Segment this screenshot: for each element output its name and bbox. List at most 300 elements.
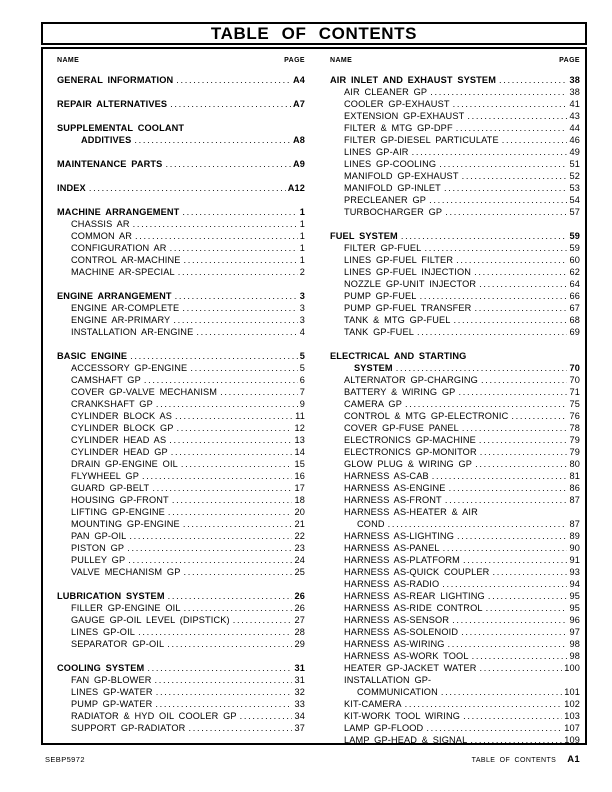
toc-entry-label: PUMP GP-FUEL bbox=[344, 291, 417, 301]
dot-leader bbox=[461, 170, 568, 182]
toc-entry bbox=[330, 530, 580, 542]
toc-entry-label: GAUGE GP-OIL LEVEL (DIPSTICK) bbox=[71, 615, 230, 625]
toc-entry bbox=[57, 458, 305, 470]
dot-leader bbox=[155, 398, 298, 410]
dot-leader bbox=[167, 590, 293, 602]
toc-entry bbox=[57, 122, 305, 134]
toc-entry-label: NOZZLE GP-UNIT INJECTOR bbox=[344, 279, 477, 289]
toc-entry-label: GLOW PLUG & WIRING GP bbox=[344, 459, 473, 469]
toc-entry-label: EXTENSION GP-EXHAUST bbox=[344, 111, 465, 121]
toc-entry-continuation bbox=[57, 134, 305, 146]
toc-entry bbox=[57, 602, 305, 614]
toc-entry-label: HARNESS AS-HEATER & AIR bbox=[344, 507, 478, 517]
dot-leader bbox=[429, 86, 567, 98]
toc-entry-page: 87 bbox=[569, 495, 580, 505]
dot-leader bbox=[461, 422, 568, 434]
toc-entry-label: CAMERA GP bbox=[344, 399, 402, 409]
toc-entry-label: BASIC ENGINE bbox=[57, 351, 128, 361]
toc-entry-page: 87 bbox=[569, 519, 580, 529]
toc-entry-label: COMMON AR bbox=[71, 231, 133, 241]
toc-entry-label: FILTER GP-DIESEL PARTICULATE bbox=[344, 135, 499, 145]
toc-entry bbox=[57, 290, 305, 302]
toc-entry-page: 25 bbox=[294, 567, 305, 577]
dot-leader bbox=[510, 410, 567, 422]
toc-entry bbox=[57, 494, 305, 506]
dot-leader bbox=[404, 698, 563, 710]
dot-leader bbox=[501, 134, 568, 146]
toc-entry-page: 75 bbox=[569, 399, 580, 409]
toc-entry-page: 59 bbox=[569, 231, 580, 241]
toc-entry-page: 81 bbox=[569, 471, 580, 481]
dot-leader bbox=[404, 398, 567, 410]
toc-group bbox=[57, 182, 305, 194]
toc-entry-page: 86 bbox=[569, 483, 580, 493]
toc-entry bbox=[330, 266, 580, 278]
toc-entry-page: 5 bbox=[299, 363, 305, 373]
toc-entry bbox=[330, 350, 580, 362]
dot-leader bbox=[176, 422, 293, 434]
toc-entry bbox=[330, 650, 580, 662]
toc-entry-label: CHASSIS AR bbox=[71, 219, 130, 229]
dot-leader bbox=[155, 686, 293, 698]
dot-leader bbox=[129, 350, 298, 362]
toc-entry-page: 1 bbox=[299, 231, 305, 241]
dot-leader bbox=[395, 362, 568, 374]
toc-entry-label: MACHINE AR-SPECIAL bbox=[71, 267, 175, 277]
toc-entry bbox=[330, 278, 580, 290]
toc-entry-label: HARNESS AS-ENGINE bbox=[344, 483, 446, 493]
toc-entry-page: 70 bbox=[569, 375, 580, 385]
toc-entry bbox=[330, 326, 580, 338]
toc-group bbox=[57, 590, 305, 650]
toc-entry-label: TANK GP-FUEL bbox=[344, 327, 414, 337]
toc-entry-label: HARNESS AS-RADIO bbox=[344, 579, 440, 589]
toc-entry-label: LINES GP-AIR bbox=[344, 147, 409, 157]
footer-section-label: TABLE OF CONTENTS bbox=[471, 757, 557, 764]
toc-entry-page: 60 bbox=[569, 255, 580, 265]
toc-entry-page: 20 bbox=[294, 507, 305, 517]
toc-entry bbox=[330, 626, 580, 638]
toc-entry bbox=[330, 98, 580, 110]
toc-entry bbox=[330, 242, 580, 254]
toc-entry bbox=[330, 434, 580, 446]
toc-entry-page: 4 bbox=[299, 327, 305, 337]
toc-entry-label: HARNESS AS-RIDE CONTROL bbox=[344, 603, 483, 613]
toc-group bbox=[57, 122, 305, 146]
toc-entry-page: 52 bbox=[569, 171, 580, 181]
toc-entry bbox=[57, 314, 305, 326]
dot-leader bbox=[387, 518, 568, 530]
toc-entry-page: 41 bbox=[569, 99, 580, 109]
toc-entry bbox=[330, 230, 580, 242]
toc-entry-label: HEATER GP-JACKET WATER bbox=[344, 663, 477, 673]
dot-leader bbox=[146, 662, 292, 674]
toc-entry-page: 62 bbox=[569, 267, 580, 277]
toc-entry bbox=[57, 566, 305, 578]
toc-entry-page: 37 bbox=[294, 723, 305, 733]
document-number: SEBP5972 bbox=[45, 755, 85, 764]
toc-entry bbox=[57, 722, 305, 734]
toc-entry bbox=[330, 122, 580, 134]
toc-entry bbox=[57, 302, 305, 314]
toc-entry-page: 109 bbox=[564, 735, 580, 745]
column-header-name: NAME bbox=[330, 57, 353, 64]
dot-leader bbox=[462, 710, 562, 722]
toc-entry bbox=[57, 530, 305, 542]
toc-entry-page: A12 bbox=[287, 183, 305, 193]
toc-entry-page: 103 bbox=[564, 711, 580, 721]
toc-entry-label: LAMP GP-HEAD & SIGNAL bbox=[344, 735, 468, 745]
toc-entry-label: ADDITIVES bbox=[81, 135, 132, 145]
toc-entry-label: ALTERNATOR GP-CHARGING bbox=[344, 375, 478, 385]
toc-entry bbox=[57, 398, 305, 410]
toc-entry-label: RADIATOR & HYD OIL COOLER GP bbox=[71, 711, 237, 721]
toc-entry-label: LINES GP-OIL bbox=[71, 627, 136, 637]
dot-leader bbox=[453, 314, 568, 326]
toc-entry-label: TANK & MTG GP-FUEL bbox=[344, 315, 451, 325]
toc-entry-page: 79 bbox=[569, 435, 580, 445]
footer-right bbox=[472, 754, 580, 765]
toc-entry-page: 100 bbox=[564, 663, 580, 673]
dot-leader bbox=[132, 218, 298, 230]
toc-entry bbox=[330, 398, 580, 410]
dot-leader bbox=[444, 206, 567, 218]
toc-entry bbox=[57, 422, 305, 434]
dot-leader bbox=[127, 554, 292, 566]
toc-entry bbox=[330, 542, 580, 554]
toc-entry bbox=[57, 182, 305, 194]
toc-entry-label: HOUSING GP-FRONT bbox=[71, 495, 169, 505]
dot-leader bbox=[441, 578, 567, 590]
toc-entry-label: KIT-CAMERA bbox=[344, 699, 402, 709]
dot-leader bbox=[438, 158, 567, 170]
dot-leader bbox=[183, 602, 293, 614]
dot-leader bbox=[181, 302, 297, 314]
toc-entry-page: 38 bbox=[569, 75, 580, 85]
dot-leader bbox=[491, 566, 567, 578]
toc-entry-page: 31 bbox=[294, 663, 305, 673]
toc-group bbox=[57, 350, 305, 578]
toc-entry-page: 3 bbox=[299, 315, 305, 325]
toc-entry-page: 91 bbox=[569, 555, 580, 565]
toc-entry-page: 70 bbox=[569, 363, 580, 373]
toc-entry bbox=[330, 734, 580, 745]
dot-leader bbox=[431, 470, 568, 482]
toc-entry-page: 79 bbox=[569, 447, 580, 457]
toc-entry bbox=[330, 698, 580, 710]
toc-entry bbox=[57, 506, 305, 518]
toc-entry bbox=[330, 374, 580, 386]
toc-entry-label: LINES GP-COOLING bbox=[344, 159, 437, 169]
dot-leader bbox=[134, 230, 298, 242]
dot-leader bbox=[170, 446, 293, 458]
dot-leader bbox=[423, 242, 567, 254]
toc-entry-label: HARNESS AS-CAB bbox=[344, 471, 429, 481]
dot-leader bbox=[498, 74, 567, 86]
toc-entry bbox=[330, 638, 580, 650]
toc-entry bbox=[330, 254, 580, 266]
dot-leader bbox=[169, 242, 298, 254]
toc-entry-label: SEPARATOR GP-OIL bbox=[71, 639, 165, 649]
dot-leader bbox=[183, 254, 298, 266]
toc-entry-page: 27 bbox=[294, 615, 305, 625]
toc-entry bbox=[330, 290, 580, 302]
toc-entry bbox=[57, 386, 305, 398]
dot-leader bbox=[411, 146, 568, 158]
toc-entry bbox=[57, 98, 305, 110]
toc-entry-label: TURBOCHARGER GP bbox=[344, 207, 443, 217]
toc-entry-label: AIR INLET AND EXHAUST SYSTEM bbox=[330, 75, 497, 85]
toc-entry-page: 68 bbox=[569, 315, 580, 325]
toc-entry-label: COOLING SYSTEM bbox=[57, 663, 145, 673]
toc-entry-label: COOLER GP-EXHAUST bbox=[344, 99, 450, 109]
toc-entry bbox=[330, 554, 580, 566]
toc-entry-page: 101 bbox=[564, 687, 580, 697]
toc-columns bbox=[57, 56, 580, 745]
toc-entry-page: 34 bbox=[294, 711, 305, 721]
toc-entry-page: 16 bbox=[294, 471, 305, 481]
toc-entry-page: 80 bbox=[569, 459, 580, 469]
toc-group bbox=[330, 74, 580, 218]
toc-entry-label: ENGINE AR-PRIMARY bbox=[71, 315, 171, 325]
toc-entry-label: CYLINDER BLOCK AS bbox=[71, 411, 173, 421]
dot-leader bbox=[182, 518, 293, 530]
toc-entry bbox=[330, 446, 580, 458]
toc-entry bbox=[57, 482, 305, 494]
toc-entry bbox=[57, 590, 305, 602]
toc-entry-page: 96 bbox=[569, 615, 580, 625]
toc-entry-page: 49 bbox=[569, 147, 580, 157]
toc-entry bbox=[330, 410, 580, 422]
toc-entry-page: 33 bbox=[294, 699, 305, 709]
dot-leader bbox=[174, 290, 298, 302]
dot-leader bbox=[137, 626, 292, 638]
toc-list-right bbox=[330, 74, 580, 745]
toc-entry-page: 21 bbox=[294, 519, 305, 529]
toc-group bbox=[57, 290, 305, 338]
toc-entry bbox=[330, 182, 580, 194]
toc-entry bbox=[57, 374, 305, 386]
toc-entry bbox=[57, 674, 305, 686]
toc-entry bbox=[330, 590, 580, 602]
dot-leader bbox=[479, 446, 568, 458]
toc-group bbox=[57, 206, 305, 278]
dot-leader bbox=[469, 734, 562, 745]
dot-leader bbox=[126, 542, 292, 554]
toc-entry-label: ACCESSORY GP-ENGINE bbox=[71, 363, 188, 373]
toc-entry-label: ELECTRICAL AND STARTING bbox=[330, 351, 467, 361]
toc-column-right bbox=[330, 56, 580, 745]
toc-entry-page: 102 bbox=[564, 699, 580, 709]
toc-entry bbox=[330, 482, 580, 494]
toc-entry-label: MANIFOLD GP-EXHAUST bbox=[344, 171, 459, 181]
toc-entry bbox=[57, 350, 305, 362]
dot-leader bbox=[167, 506, 293, 518]
toc-entry-label: MACHINE ARRANGEMENT bbox=[57, 207, 180, 217]
column-header-name: NAME bbox=[57, 57, 80, 64]
toc-entry-page: A8 bbox=[292, 135, 305, 145]
toc-entry-page: 69 bbox=[569, 327, 580, 337]
dot-leader bbox=[456, 530, 567, 542]
toc-entry-label: CYLINDER HEAD GP bbox=[71, 447, 168, 457]
toc-entry-label: SUPPLEMENTAL COOLANT bbox=[57, 123, 185, 133]
dot-leader bbox=[455, 254, 567, 266]
toc-group bbox=[57, 74, 305, 86]
toc-entry-page: 43 bbox=[569, 111, 580, 121]
toc-entry-page: 15 bbox=[294, 459, 305, 469]
toc-entry-label: GUARD GP-BELT bbox=[71, 483, 150, 493]
dot-leader bbox=[174, 410, 293, 422]
dot-leader bbox=[171, 494, 293, 506]
toc-entry-page: 3 bbox=[299, 303, 305, 313]
toc-entry bbox=[57, 662, 305, 674]
dot-leader bbox=[443, 182, 568, 194]
toc-entry-label: FLYWHEEL GP bbox=[71, 471, 139, 481]
toc-entry-label: LINES GP-FUEL FILTER bbox=[344, 255, 454, 265]
toc-entry bbox=[57, 158, 305, 170]
toc-entry-page: 66 bbox=[569, 291, 580, 301]
dot-leader bbox=[169, 98, 291, 110]
dot-leader bbox=[444, 494, 568, 506]
toc-entry-page: 1 bbox=[299, 207, 305, 217]
toc-entry-label: LAMP GP-FLOOD bbox=[344, 723, 424, 733]
toc-entry bbox=[57, 254, 305, 266]
toc-entry-page: 14 bbox=[294, 447, 305, 457]
dot-leader bbox=[168, 434, 292, 446]
toc-entry bbox=[330, 146, 580, 158]
toc-entry-label: LINES GP-WATER bbox=[71, 687, 153, 697]
dot-leader bbox=[460, 626, 567, 638]
toc-entry bbox=[330, 158, 580, 170]
dot-leader bbox=[487, 590, 568, 602]
dot-leader bbox=[448, 482, 568, 494]
column-header-right bbox=[330, 57, 580, 64]
toc-entry bbox=[330, 74, 580, 86]
dot-leader bbox=[452, 98, 568, 110]
toc-entry-page: A4 bbox=[292, 75, 305, 85]
dot-leader bbox=[462, 554, 568, 566]
toc-entry-label: CONTROL AR-MACHINE bbox=[71, 255, 181, 265]
toc-content-box bbox=[41, 47, 587, 745]
toc-entry-continuation bbox=[330, 518, 580, 530]
toc-entry-label: HARNESS AS-LIGHTING bbox=[344, 531, 455, 541]
toc-entry bbox=[330, 386, 580, 398]
toc-entry-label: PISTON GP bbox=[71, 543, 125, 553]
toc-entry bbox=[57, 326, 305, 338]
toc-entry bbox=[57, 446, 305, 458]
dot-leader bbox=[154, 674, 293, 686]
dot-leader bbox=[400, 230, 568, 242]
footer-page-number: A1 bbox=[567, 754, 580, 765]
dot-leader bbox=[474, 458, 567, 470]
toc-entry-label: AIR CLEANER GP bbox=[344, 87, 428, 97]
dot-leader bbox=[88, 182, 286, 194]
toc-entry-page: 32 bbox=[294, 687, 305, 697]
toc-entry-label: DRAIN GP-ENGINE OIL bbox=[71, 459, 178, 469]
toc-group bbox=[330, 350, 580, 745]
dot-leader bbox=[143, 374, 298, 386]
toc-entry bbox=[330, 314, 580, 326]
toc-entry-page: 44 bbox=[569, 123, 580, 133]
dot-leader bbox=[442, 542, 568, 554]
dot-leader bbox=[428, 194, 567, 206]
toc-entry-label: CAMSHAFT GP bbox=[71, 375, 141, 385]
toc-entry-label: FAN GP-BLOWER bbox=[71, 675, 152, 685]
toc-entry bbox=[57, 614, 305, 626]
toc-entry bbox=[57, 554, 305, 566]
toc-entry-label: HARNESS AS-SENSOR bbox=[344, 615, 450, 625]
dot-leader bbox=[128, 530, 292, 542]
toc-entry bbox=[330, 578, 580, 590]
dot-leader bbox=[478, 434, 568, 446]
toc-entry-label: HARNESS AS-WIRING bbox=[344, 639, 445, 649]
toc-entry-page: 97 bbox=[569, 627, 580, 637]
toc-entry-label: MANIFOLD GP-INLET bbox=[344, 183, 441, 193]
toc-entry-label: COMMUNICATION bbox=[357, 687, 438, 697]
dot-leader bbox=[177, 266, 298, 278]
dot-leader bbox=[473, 266, 567, 278]
toc-entry-page: 59 bbox=[569, 243, 580, 253]
toc-entry-page: 26 bbox=[294, 591, 305, 601]
toc-entry-label: FILLER GP-ENGINE OIL bbox=[71, 603, 181, 613]
toc-entry bbox=[330, 710, 580, 722]
toc-entry bbox=[330, 662, 580, 674]
dot-leader bbox=[471, 650, 568, 662]
dot-leader bbox=[447, 638, 568, 650]
toc-entry bbox=[57, 230, 305, 242]
toc-group bbox=[330, 230, 580, 338]
dot-leader bbox=[195, 326, 297, 338]
dot-leader bbox=[180, 458, 293, 470]
toc-entry bbox=[57, 206, 305, 218]
toc-entry-label: COND bbox=[357, 519, 385, 529]
toc-entry-label: PUMP GP-FUEL TRANSFER bbox=[344, 303, 472, 313]
dot-leader bbox=[419, 290, 568, 302]
toc-entry-page: 17 bbox=[294, 483, 305, 493]
dot-leader bbox=[440, 686, 562, 698]
toc-entry-label: CYLINDER BLOCK GP bbox=[71, 423, 174, 433]
toc-entry-label: VALVE MECHANISM GP bbox=[71, 567, 181, 577]
toc-entry-page: 23 bbox=[294, 543, 305, 553]
toc-entry-page: 12 bbox=[294, 423, 305, 433]
toc-entry bbox=[330, 674, 580, 686]
toc-entry-page: 28 bbox=[294, 627, 305, 637]
toc-entry-page: 18 bbox=[294, 495, 305, 505]
toc-entry-page: 38 bbox=[569, 87, 580, 97]
toc-entry-page: 26 bbox=[294, 603, 305, 613]
toc-entry bbox=[330, 470, 580, 482]
toc-entry-label: MAINTENANCE PARTS bbox=[57, 159, 163, 169]
toc-entry-page: 31 bbox=[294, 675, 305, 685]
toc-entry-label: REPAIR ALTERNATIVES bbox=[57, 99, 168, 109]
dot-leader bbox=[166, 638, 292, 650]
toc-entry bbox=[57, 362, 305, 374]
toc-entry-label: HARNESS AS-QUICK COUPLER bbox=[344, 567, 490, 577]
toc-entry-page: 2 bbox=[299, 267, 305, 277]
toc-entry bbox=[330, 134, 580, 146]
toc-entry-label: HARNESS AS-SOLENOID bbox=[344, 627, 459, 637]
toc-entry-label: LINES GP-FUEL INJECTION bbox=[344, 267, 472, 277]
toc-entry-label: HARNESS AS-FRONT bbox=[344, 495, 442, 505]
toc-list-left bbox=[57, 74, 305, 734]
toc-entry-page: 29 bbox=[294, 639, 305, 649]
dot-leader bbox=[457, 386, 567, 398]
toc-entry-label: ELECTRONICS GP-MACHINE bbox=[344, 435, 476, 445]
toc-entry-label: INSTALLATION GP- bbox=[344, 675, 432, 685]
toc-entry-page: 9 bbox=[299, 399, 305, 409]
dot-leader bbox=[480, 374, 568, 386]
toc-entry-page: 46 bbox=[569, 135, 580, 145]
